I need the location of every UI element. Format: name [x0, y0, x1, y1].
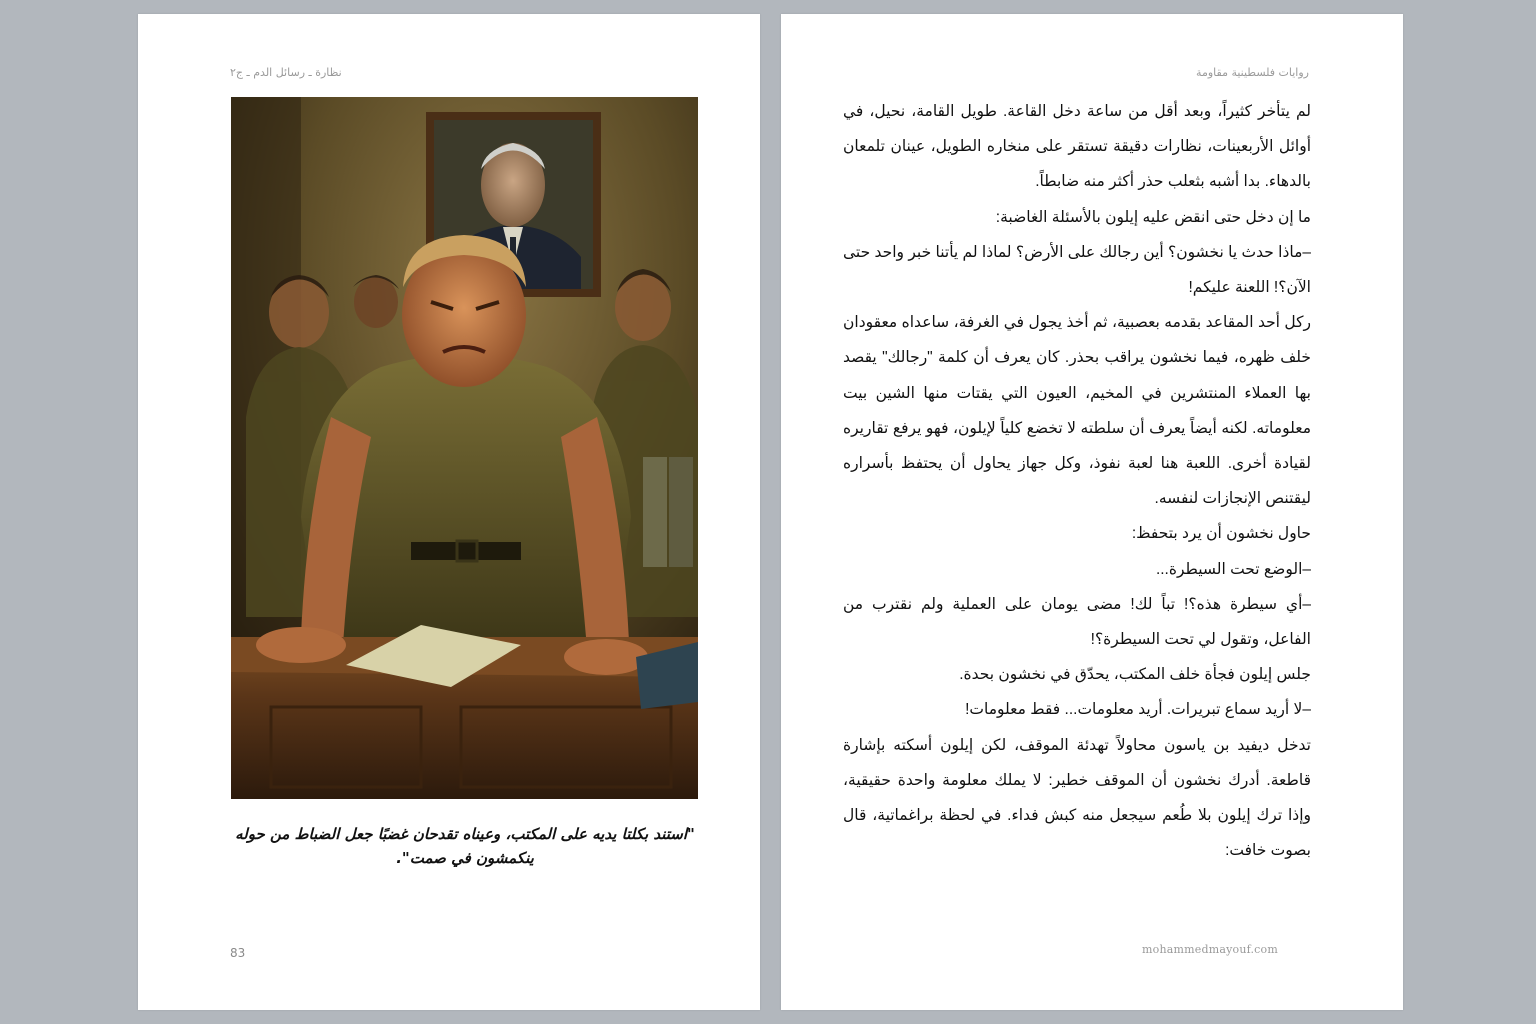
paragraph: حاول نخشون أن يرد بتحفظ: [1131, 525, 1311, 543]
footer-website: mohammedmayouf.com [1141, 943, 1278, 956]
paragraph: لم يتأخر كثيراً، وبعد أقل من ساعة دخل القاعة. طويل القامة، نحيل، في أوائل الأربعينات، نظارات دقيقة تستقر على منخاره الطويل، عينان تلمعان بالدهاء. بدا أشبه بثعلب حذر أكثر منه ضابطاً. [843, 103, 1311, 191]
left-running-header: نظارة ـ رسائل الدم ـ ج٢ [230, 66, 342, 79]
right-running-header: روايات فلسطينية مقاومة [1196, 66, 1309, 79]
dialogue-line: –أي سيطرة هذه؟! تباً لك! مضى يومان على العملية ولم نقترب من الفاعل، وتقول لي تحت السيطرة؟! [843, 595, 1311, 649]
dialogue-line: –الوضع تحت السيطرة... [1155, 560, 1311, 578]
paragraph: ما إن دخل حتى انقض عليه إيلون بالأسئلة الغاضبة: [995, 208, 1311, 226]
dialogue-line: –ماذا حدث يا نخشون؟ أين رجالك على الأرض؟ لماذا لم يأتنا خبر واحد حتى الآن؟! اللعنة عليكم! [843, 243, 1311, 297]
paragraph: جلس إيلون فجأة خلف المكتب، يحدّق في نخشون بحدة. [959, 666, 1311, 684]
body-text [843, 94, 1311, 868]
chapter-illustration [231, 97, 698, 799]
page-number: 83 [230, 946, 246, 960]
left-page [138, 14, 760, 1010]
paragraph: ركل أحد المقاعد بقدمه بعصبية، ثم أخذ يجول في الغرفة، ساعداه معقودان خلف ظهره، فيما نخشون يراقب بحذر. كان يعرف أن كلمة "رجالك" يقصد بها العملاء المنتشرين في المخيم، العيون التي يقتات منها الشين بيت معلوماته. لكنه أيضاً يعرف أن سلطته لا تخضع كلياً لإيلون، فهو يرفع تقاريره لقيادة أخرى. اللعبة هنا لعبة نفوذ، وكل جهاز يحاول أن يحتفظ بأسراره ليقتنص الإنجازات لنفسه. [843, 314, 1311, 508]
illustration-painting [231, 97, 698, 799]
paragraph: تدخل ديفيد بن ياسون محاولاً تهدئة الموقف، لكن إيلون أسكته بإشارة قاطعة. أدرك نخشون أن الموقف خطير: لا يملك معلومة واحدة حقيقية، وإذا ترك إيلون بلا طُعم سيجعل منه كبش فداء. في لحظة براغماتية، قال بصوت خافت: [843, 736, 1311, 860]
illustration-caption: "استند بكلتا يديه على المكتب، وعيناه تقدحان غضبًا جعل الضباط من حوله ينكمشون في صمت". [235, 825, 695, 867]
dialogue-line: –لا أريد سماع تبريرات. أريد معلومات... فقط معلومات! [965, 701, 1311, 719]
right-page [781, 14, 1403, 1010]
